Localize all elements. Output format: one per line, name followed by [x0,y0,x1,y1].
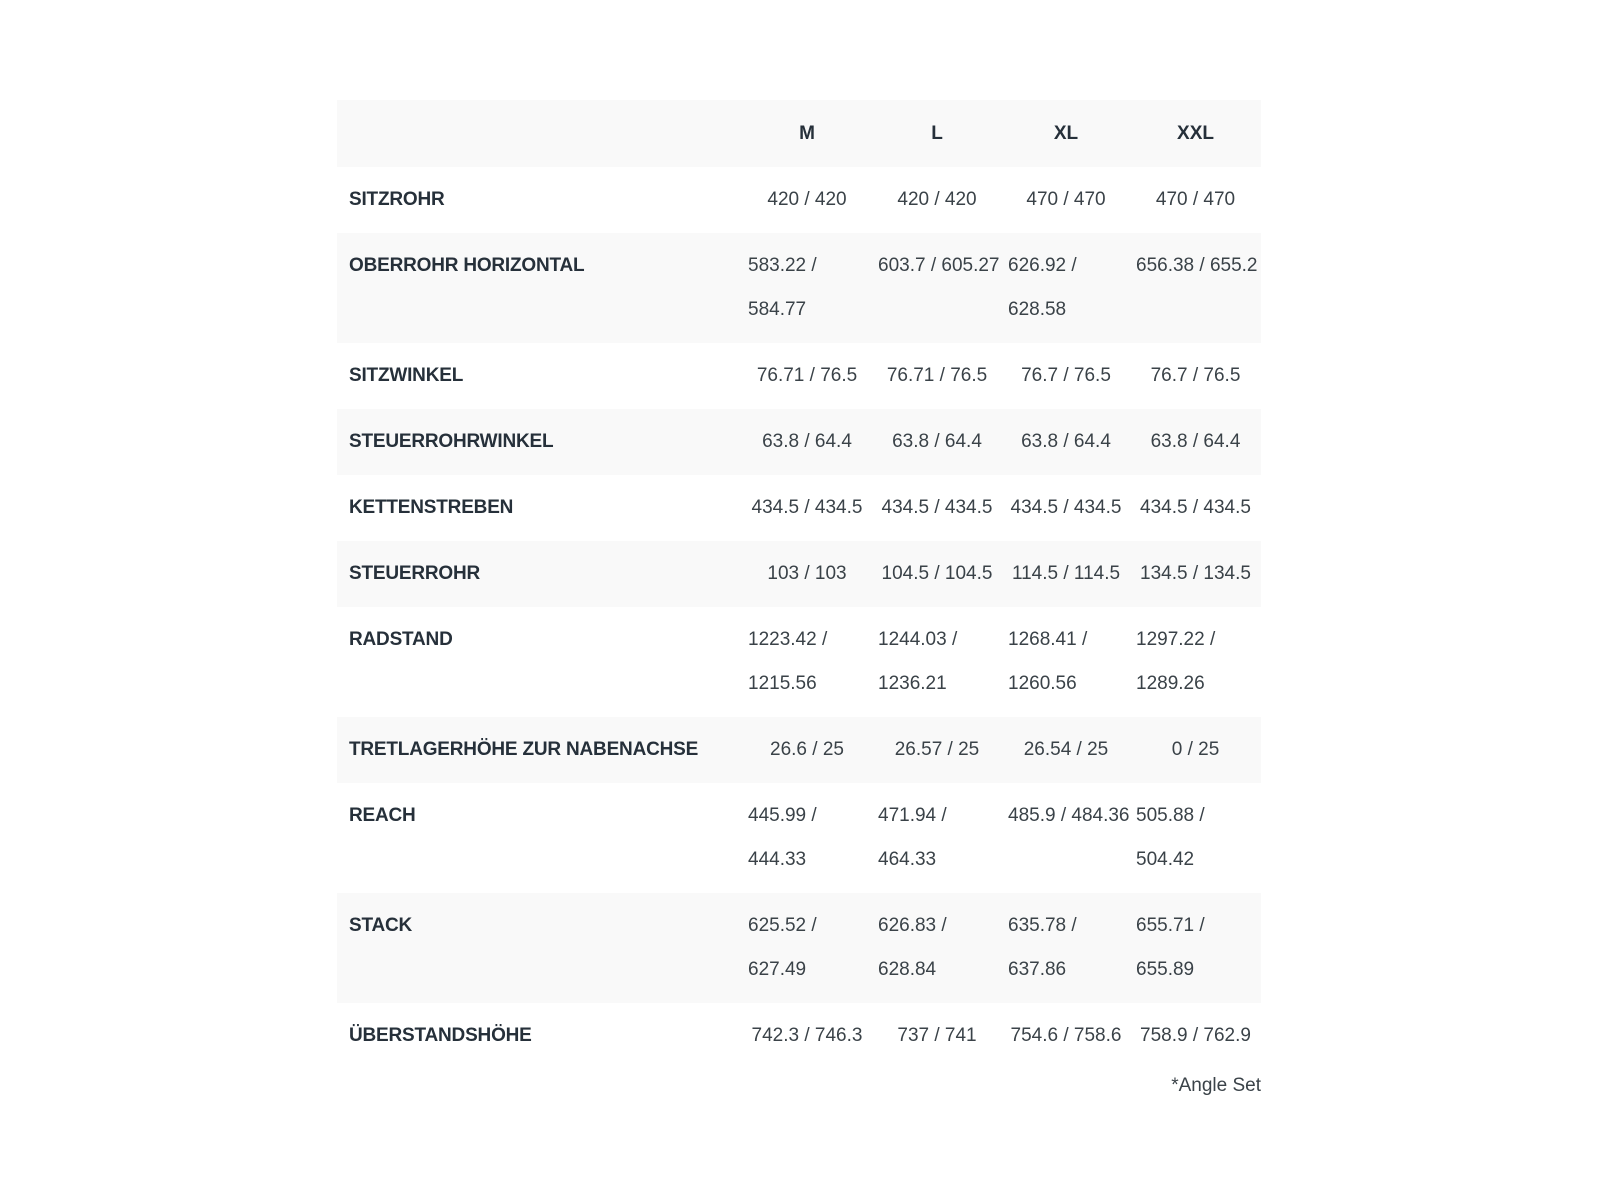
table-row-reach [337,783,1261,893]
size-header-xxl: XXL [1177,122,1214,144]
footnote-angle-set: *Angle Set [1171,1075,1261,1096]
value-xxl: 470 / 470 [1155,189,1236,210]
size-header-row [337,100,1261,167]
row-label: STEUERROHR [349,563,481,584]
value-xl: 114.5 / 114.5 [1011,563,1121,584]
value-l: 434.5 / 434.5 [881,497,993,518]
value-l: 1244.03 / 1236.21 [878,629,958,694]
value-m: 1223.42 / 1215.56 [748,629,828,694]
row-label: STEUERROHRWINKEL [349,431,554,452]
value-xxl: 655.71 / 655.89 [1136,915,1205,980]
value-xxl: 656.38 / 655.2 [1136,255,1258,276]
value-m: 583.22 / 584.77 [748,255,817,320]
size-header-l: L [931,122,943,144]
table-row-kettenstreben [337,475,1261,541]
value-m: 26.6 / 25 [770,739,844,760]
table-row-ueberstandshoehe [337,1003,1261,1069]
value-xxl: 76.7 / 76.5 [1150,365,1241,386]
value-xl: 635.78 / 637.86 [1008,915,1077,980]
table-row-sitzrohr [337,167,1261,233]
row-label: STACK [349,915,413,936]
value-xl: 434.5 / 434.5 [1010,497,1122,518]
value-l: 420 / 420 [897,189,977,210]
value-xxl: 63.8 / 64.4 [1150,431,1241,452]
value-xxl: 505.88 / 504.42 [1136,805,1205,870]
value-xl: 76.7 / 76.5 [1021,365,1111,386]
value-m: 625.52 / 627.49 [748,915,817,980]
value-xxl: 134.5 / 134.5 [1140,563,1251,584]
table-row-radstand [337,607,1261,717]
value-xxl: 758.9 / 762.9 [1140,1025,1251,1046]
table-row-oberrohr-horizontal [337,233,1261,343]
value-l: 603.7 / 605.27 [878,255,1000,276]
value-m: 445.99 / 444.33 [748,805,817,870]
value-xl: 754.6 / 758.6 [1010,1025,1122,1046]
value-l: 737 / 741 [897,1025,977,1046]
row-label: TRETLAGERHÖHE ZUR NABENACHSE [349,739,699,760]
value-l: 63.8 / 64.4 [892,431,982,452]
value-m: 76.71 / 76.5 [756,365,858,386]
table-row-sitzwinkel [337,343,1261,409]
row-label: ÜBERSTANDSHÖHE [349,1025,532,1046]
table-row-tretlagerhoehe [337,717,1261,783]
value-l: 26.57 / 25 [894,739,980,760]
value-xl: 470 / 470 [1026,189,1106,210]
value-m: 103 / 103 [767,563,847,584]
value-m: 420 / 420 [767,189,847,210]
value-l: 471.94 / 464.33 [878,805,947,870]
size-header-m: M [799,122,815,144]
value-xxl: 434.5 / 434.5 [1140,497,1251,518]
table-row-stack [337,893,1261,1003]
value-xl: 1268.41 / 1260.56 [1008,629,1088,694]
row-label: SITZWINKEL [349,365,464,386]
row-label: KETTENSTREBEN [349,497,514,518]
value-xxl: 0 / 25 [1171,739,1220,760]
value-xl: 26.54 / 25 [1023,739,1109,760]
table-row-steuerrohr [337,541,1261,607]
row-label: REACH [349,805,416,826]
value-m: 434.5 / 434.5 [751,497,863,518]
row-label: SITZROHR [349,189,445,210]
value-xl: 626.92 / 628.58 [1008,255,1077,320]
header-label-column [337,100,742,167]
row-label: RADSTAND [349,629,453,650]
value-l: 76.71 / 76.5 [886,365,988,386]
table-row-steuerrohrwinkel [337,409,1261,475]
value-l: 104.5 / 104.5 [881,563,993,584]
value-xxl: 1297.22 / 1289.26 [1136,629,1216,694]
value-m: 63.8 / 64.4 [762,431,852,452]
value-xl: 485.9 / 484.36 [1008,805,1130,826]
size-header-xl: XL [1053,122,1079,144]
value-m: 742.3 / 746.3 [751,1025,863,1046]
geometry-table [337,100,1261,1069]
value-l: 626.83 / 628.84 [878,915,947,980]
row-label: OBERROHR HORIZONTAL [349,255,585,276]
value-xl: 63.8 / 64.4 [1021,431,1111,452]
